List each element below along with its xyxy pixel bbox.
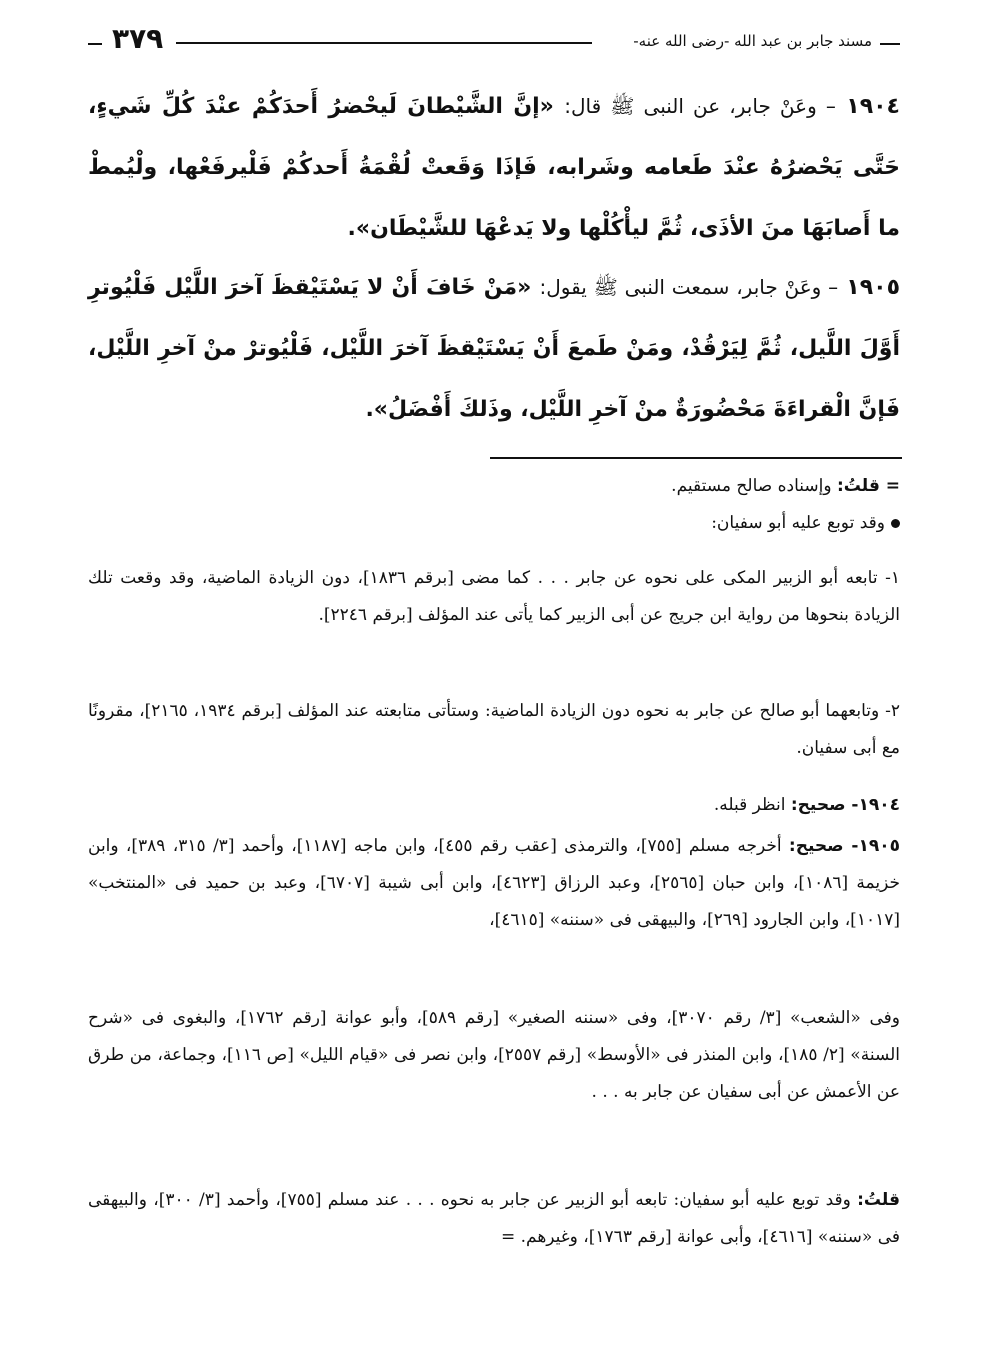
header-dash-right bbox=[880, 43, 900, 45]
bullet-icon bbox=[891, 519, 900, 528]
hadith-1904 bbox=[88, 76, 900, 259]
note-lead: = قلتُ: bbox=[836, 476, 900, 496]
note-text: ١- تابعه أبو الزبير المكى على نحوه عن جابر . . . كما مضى [برقم ١٨٣٦]، دون الزيادة الماضية، وقد وقعت تلك الزيادة بنحوها من رواية ابن جريج عن أبى الزبير كما يأتى عند المؤلف [برقم ٢٢٤٦]. bbox=[88, 568, 900, 625]
note-text: وفى «الشعب» [٣/ رقم ٣٠٧٠]، وفى «سننه الصغير» [رقم ٥٨٩]، وأبو عوانة [رقم ١٧٦٢]، والبغوى فى «شرح السنة» [٢/ ١٨٥]، وابن المنذر فى «الأوسط» [رقم ٢٥٥٧]، وابن نصر فى «قيام الليل» [ص ١١٦]، وجماعة، من طرق عن الأعمش عن أبى سفيان عن جابر به . . . bbox=[88, 1008, 901, 1102]
note-text: وقد توبع عليه أبو سفيان: تابعه أبو الزبير عن جابر به نحوه . . . عند مسلم [٧٥٥]، وأحمد [٣/ ٣٠٠]، والبيهقى فى «سننه» [٤٦١٦]، وأبى عوانة [رقم ١٧٦٣]، وغيرهم. = bbox=[88, 1190, 900, 1247]
note-lead: ١٩٠٤- صحيح: bbox=[790, 795, 900, 815]
header-dash-left bbox=[88, 43, 102, 45]
footnote-separator bbox=[490, 457, 902, 459]
note-line bbox=[88, 468, 900, 505]
running-header bbox=[88, 22, 900, 62]
hadith-text: «إنَّ الشَّيْطانَ لَيحْضرُ أَحدَكُمْ عنْدَ كُلِّ شَيءٍ، حَتَّى يَحْضرُهُ عنْدَ طَعامه وشَرابه، فَإذَا وَقَعتْ لُقْمَةُ أَحدكُمْ فَلْيرفَعْها، ولْيُمطْ ما أَصابَهَا منَ الأذَى، ثُمَّ ليأْكُلْها ولا يَدعْهَا للشَّيْطَان». bbox=[88, 94, 900, 241]
note-line bbox=[88, 505, 900, 542]
note-final bbox=[88, 1182, 900, 1256]
page-number: ٣٧٩ bbox=[112, 22, 164, 55]
hadith-number: ١٩٠٥ bbox=[846, 275, 900, 300]
hadith-intro: – وعَنْ جابر، عن النبى ﷺ قال: bbox=[564, 94, 836, 118]
note-item-2 bbox=[88, 693, 900, 767]
note-text: وقد توبع عليه أبو سفيان: bbox=[711, 513, 885, 533]
note-text: وإسناده صالح مستقيم. bbox=[671, 476, 832, 496]
hadith-1905 bbox=[88, 257, 900, 440]
note-text: ٢- وتابعهما أبو صالح عن جابر به نحوه دون الزيادة الماضية: وستأتى متابعته عند المؤلف [برقم ١٩٣٤، ٢١٦٥]، مقرونًا مع أبى سفيان. bbox=[88, 701, 901, 758]
hadith-number: ١٩٠٤ bbox=[846, 94, 900, 119]
note-text: أخرجه مسلم [٧٥٥]، والترمذى [عقب رقم ٤٥٥]، وابن ماجه [١١٨٧]، وأحمد [٣/ ٣١٥، ٣٨٩]، وابن خزيمة [١٠٨٦]، وابن حبان [٢٥٦٥]، وعبد الرزاق [٤٦٢٣]، وابن أبى شيبة [٦٧٠٧]، وعبد بن حميد فى «المنتخب» [١٠١٧]، وابن الجارود [٢٦٩]، والبيهقى فى «سننه» [٤٦١٥]، bbox=[88, 836, 900, 930]
hadith-text: «مَنْ خَافَ أَنْ لا يَسْتَيْقظَ آخرَ اللَّيْل فَلْيُوترِ أَوَّلَ اللَّيل، ثُمَّ لِيَرْقُدْ، ومَنْ طَمعَ أَنْ يَسْتَيْقظَ آخرَ اللَّيْل، فَلْيُوترْ منْ آخرِ اللَّيْل، فَإنَّ الْقراءَةَ مَحْضُورَةٌ منْ آخرِ اللَّيْل، وذَلكَ أَفْضَلُ». bbox=[88, 275, 900, 422]
note-lead: ١٩٠٥- صحيح: bbox=[788, 836, 900, 856]
note-item-1 bbox=[88, 560, 900, 634]
note-lead: قلتُ: bbox=[857, 1190, 900, 1210]
header-rule bbox=[176, 42, 592, 44]
note-1904 bbox=[88, 787, 900, 824]
note-text: انظر قبله. bbox=[713, 795, 786, 815]
notes-block-1 bbox=[88, 468, 900, 542]
hadith-intro: – وعَنْ جابر، سمعت النبى ﷺ يقول: bbox=[539, 275, 839, 299]
note-1905 bbox=[88, 828, 900, 939]
note-1905-cont bbox=[88, 1000, 900, 1111]
header-title: مسند جابر بن عبد الله -رضى الله عنه- bbox=[633, 32, 872, 50]
